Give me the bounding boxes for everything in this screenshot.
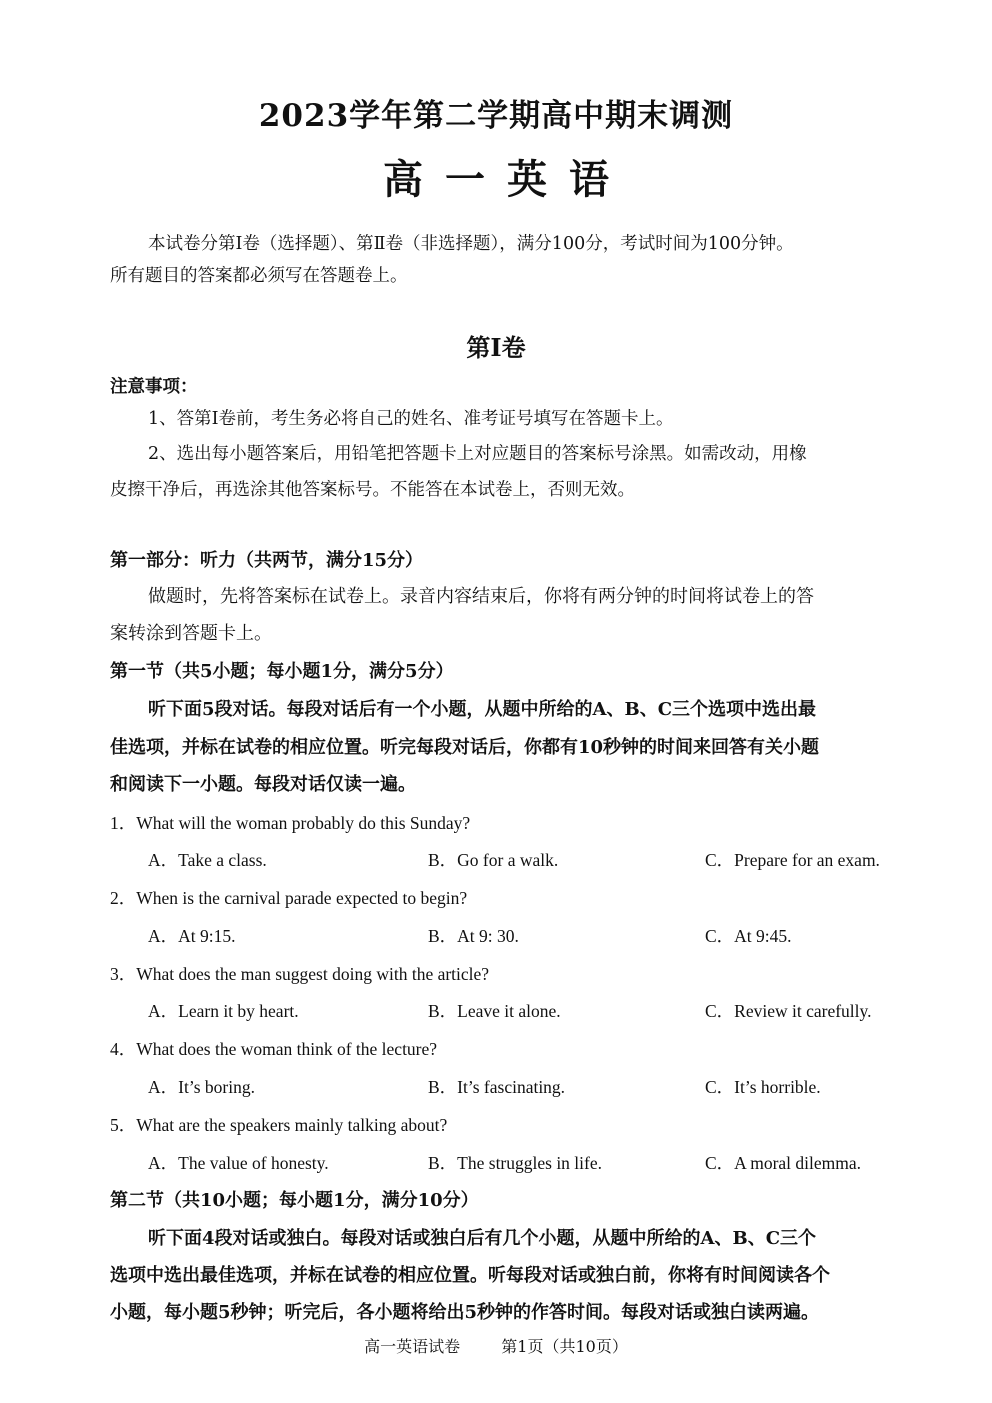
question-5: 5．What are the speakers mainly talking about? (110, 1115, 448, 1135)
question-4-option-c: C．It’s horrible. (705, 1077, 821, 1097)
intro-line-1: 本试卷分第Ⅰ卷（选择题）、第Ⅱ卷（非选择题），满分100分，考试时间为100分钟。 (148, 234, 794, 254)
question-2: 2．When is the carnival parade expected to begin? (110, 888, 468, 908)
section-title: 第Ⅰ卷 (466, 333, 526, 362)
question-1-option-c: C．Prepare for an exam. (705, 850, 880, 870)
question-4-option-b: B．It’s fascinating. (428, 1077, 566, 1097)
part1-title: 第一部分：听力（共两节，满分15分） (110, 550, 424, 571)
question-5-option-b: B．The struggles in life. (428, 1153, 603, 1173)
question-1: 1．What will the woman probably do this Sunday? (110, 813, 471, 833)
question-1-option-b: B．Go for a walk. (428, 850, 559, 870)
notice-item-1: 1、答第Ⅰ卷前，考生务必将自己的姓名、准考证号填写在答题卡上。 (148, 409, 674, 429)
footer-paper-name: 高一英语试卷 (364, 1337, 461, 1356)
section-a-instruction-line-3: 和阅读下一小题。每段对话仅读一遍。 (110, 774, 416, 795)
section-b-title: 第二节（共10小题；每小题1分，满分10分） (110, 1190, 479, 1211)
question-5-option-c: C．A moral dilemma. (705, 1153, 862, 1173)
question-5-option-a: A．The value of honesty. (148, 1153, 329, 1173)
question-4-option-a: A．It’s boring. (148, 1077, 255, 1097)
exam-subject: 高一英语 (383, 156, 631, 203)
section-b-instruction-line-2: 选项中选出最佳选项，并标在试卷的相应位置。听每段对话或独白前，你将有时间阅读各个 (110, 1265, 830, 1286)
question-3-option-c: C．Review it carefully. (705, 1001, 872, 1021)
question-2-option-a: A．At 9:15. (148, 926, 236, 946)
intro-line-2: 所有题目的答案都必须写在答题卷上。 (110, 266, 408, 286)
section-a-instruction-line-2: 佳选项，并标在试卷的相应位置。听完每段对话后，你都有10秒钟的时间来回答有关小题 (110, 737, 820, 758)
question-4: 4．What does the woman think of the lecture? (110, 1039, 438, 1059)
page-footer (0, 1334, 992, 1357)
question-1-option-a: A．Take a class. (148, 850, 267, 870)
question-2-option-c: C．At 9:45. (705, 926, 792, 946)
notice-item-2-line-1: 2、选出每小题答案后，用铅笔把答题卡上对应题目的答案标号涂黑。如需改动，用橡 (148, 444, 807, 464)
section-b-instruction-line-1: 听下面4段对话或独白。每段对话或独白后有几个小题，从题中所给的A、B、C三个 (148, 1228, 817, 1249)
question-3-option-a: A．Learn it by heart. (148, 1001, 299, 1021)
part1-instruction-line-1: 做题时，先将答案标在试卷上。录音内容结束后，你将有两分钟的时间将试卷上的答 (148, 586, 814, 607)
exam-title: 2023学年第二学期高中期末调测 (258, 98, 734, 134)
part1-instruction-line-2: 案转涂到答题卡上。 (110, 623, 272, 644)
notice-label: 注意事项： (110, 377, 198, 397)
section-b-instruction-line-3: 小题，每小题5秒钟；听完后，各小题将给出5秒钟的作答时间。每段对话或独白读两遍。 (110, 1302, 820, 1323)
footer-page-number: 第1页（共10页） (501, 1337, 628, 1356)
question-3: 3．What does the man suggest doing with the article? (110, 964, 490, 984)
question-2-option-b: B．At 9: 30. (428, 926, 519, 946)
question-3-option-b: B．Leave it alone. (428, 1001, 561, 1021)
section-a-title: 第一节（共5小题；每小题1分，满分5分） (110, 661, 454, 682)
notice-item-2-line-2: 皮擦干净后，再选涂其他答案标号。不能答在本试卷上，否则无效。 (110, 480, 635, 500)
section-a-instruction-line-1: 听下面5段对话。每段对话后有一个小题，从题中所给的A、B、C三个选项中选出最 (148, 699, 817, 720)
